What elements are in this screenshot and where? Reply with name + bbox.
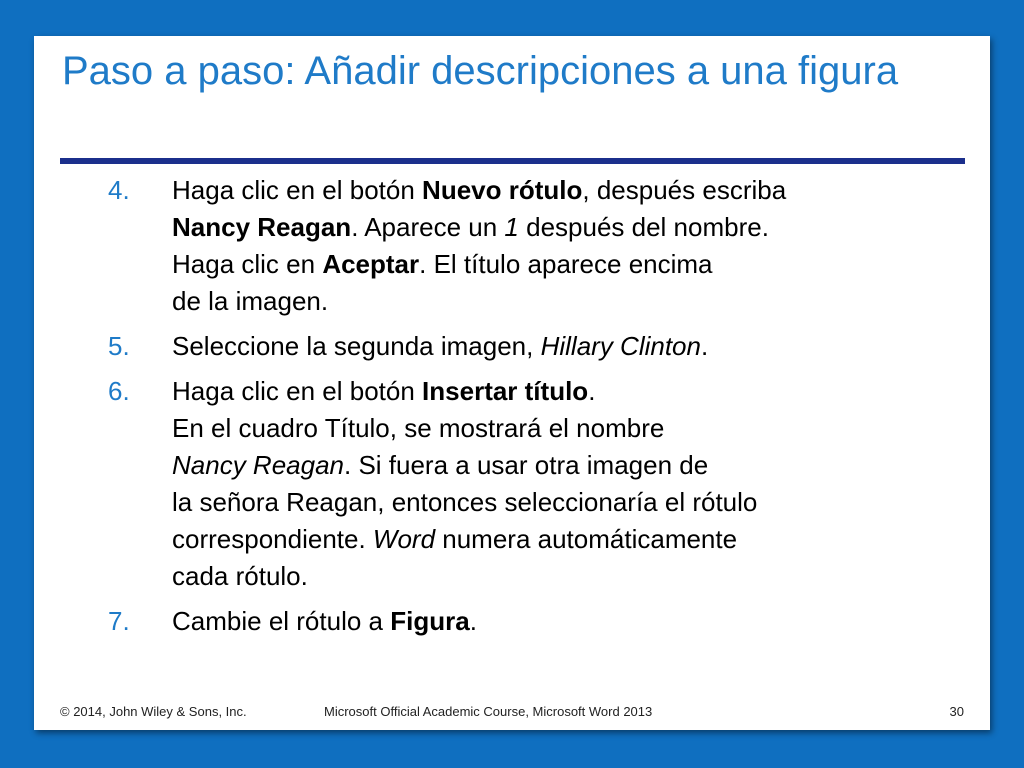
plain-text: de la imagen.: [172, 286, 329, 316]
page-number: 30: [949, 704, 964, 719]
plain-text: Seleccione la segunda imagen,: [172, 331, 541, 361]
plain-text: Cambie el rótulo a: [172, 606, 391, 636]
plain-text: Haga clic en el botón: [172, 175, 423, 205]
step-item: [108, 603, 928, 640]
bold-text: Nuevo rótulo: [422, 175, 583, 205]
plain-text: .: [700, 331, 709, 361]
italic-text: Word: [372, 524, 436, 554]
bold-text: Figura: [390, 606, 470, 636]
plain-text: . El título aparece encima: [419, 249, 713, 279]
plain-text: numera automáticamente: [435, 524, 738, 554]
step-item: [108, 172, 928, 320]
step-item: [108, 328, 928, 365]
plain-text: En el cuadro Título, se mostrará el nombre: [172, 413, 665, 443]
bold-text: Aceptar: [322, 249, 420, 279]
slide-footer: [34, 704, 990, 722]
plain-text: la señora Reagan, entonces seleccionaría el rótulo: [172, 487, 758, 517]
plain-text: Haga clic en el botón: [172, 376, 423, 406]
footer-course: Microsoft Official Academic Course, Microsoft Word 2013: [324, 704, 653, 719]
plain-text: cada rótulo.: [172, 561, 308, 591]
plain-text: después del nombre.: [518, 212, 769, 242]
slide-title: Paso a paso: Añadir descripciones a una figura: [62, 49, 899, 93]
step-text: [172, 376, 757, 591]
italic-text: 1: [504, 212, 519, 242]
plain-text: Haga clic en: [172, 249, 323, 279]
step-number: 6.: [108, 376, 130, 406]
bold-text: Insertar título: [422, 376, 589, 406]
plain-text: . Aparece un: [351, 212, 505, 242]
plain-text: .: [469, 606, 477, 636]
step-number: 7.: [108, 606, 130, 636]
plain-text: .: [588, 376, 596, 406]
step-number: 4.: [108, 175, 130, 205]
title-divider: [60, 158, 965, 164]
bold-text: Nancy Reagan: [172, 212, 352, 242]
plain-text: , después escriba: [582, 175, 787, 205]
footer-copyright: © 2014, John Wiley & Sons, Inc.: [60, 704, 247, 719]
step-item: [108, 373, 928, 595]
step-text: [172, 606, 477, 636]
slide: [34, 36, 990, 730]
step-number: 5.: [108, 331, 130, 361]
italic-text: Hillary Clinton: [540, 331, 701, 361]
italic-text: Nancy Reagan: [172, 450, 344, 480]
step-text: [172, 331, 708, 361]
step-text: [172, 175, 786, 316]
plain-text: correspondiente.: [172, 524, 373, 554]
steps-list: [108, 172, 928, 648]
plain-text: . Si fuera a usar otra imagen de: [344, 450, 709, 480]
